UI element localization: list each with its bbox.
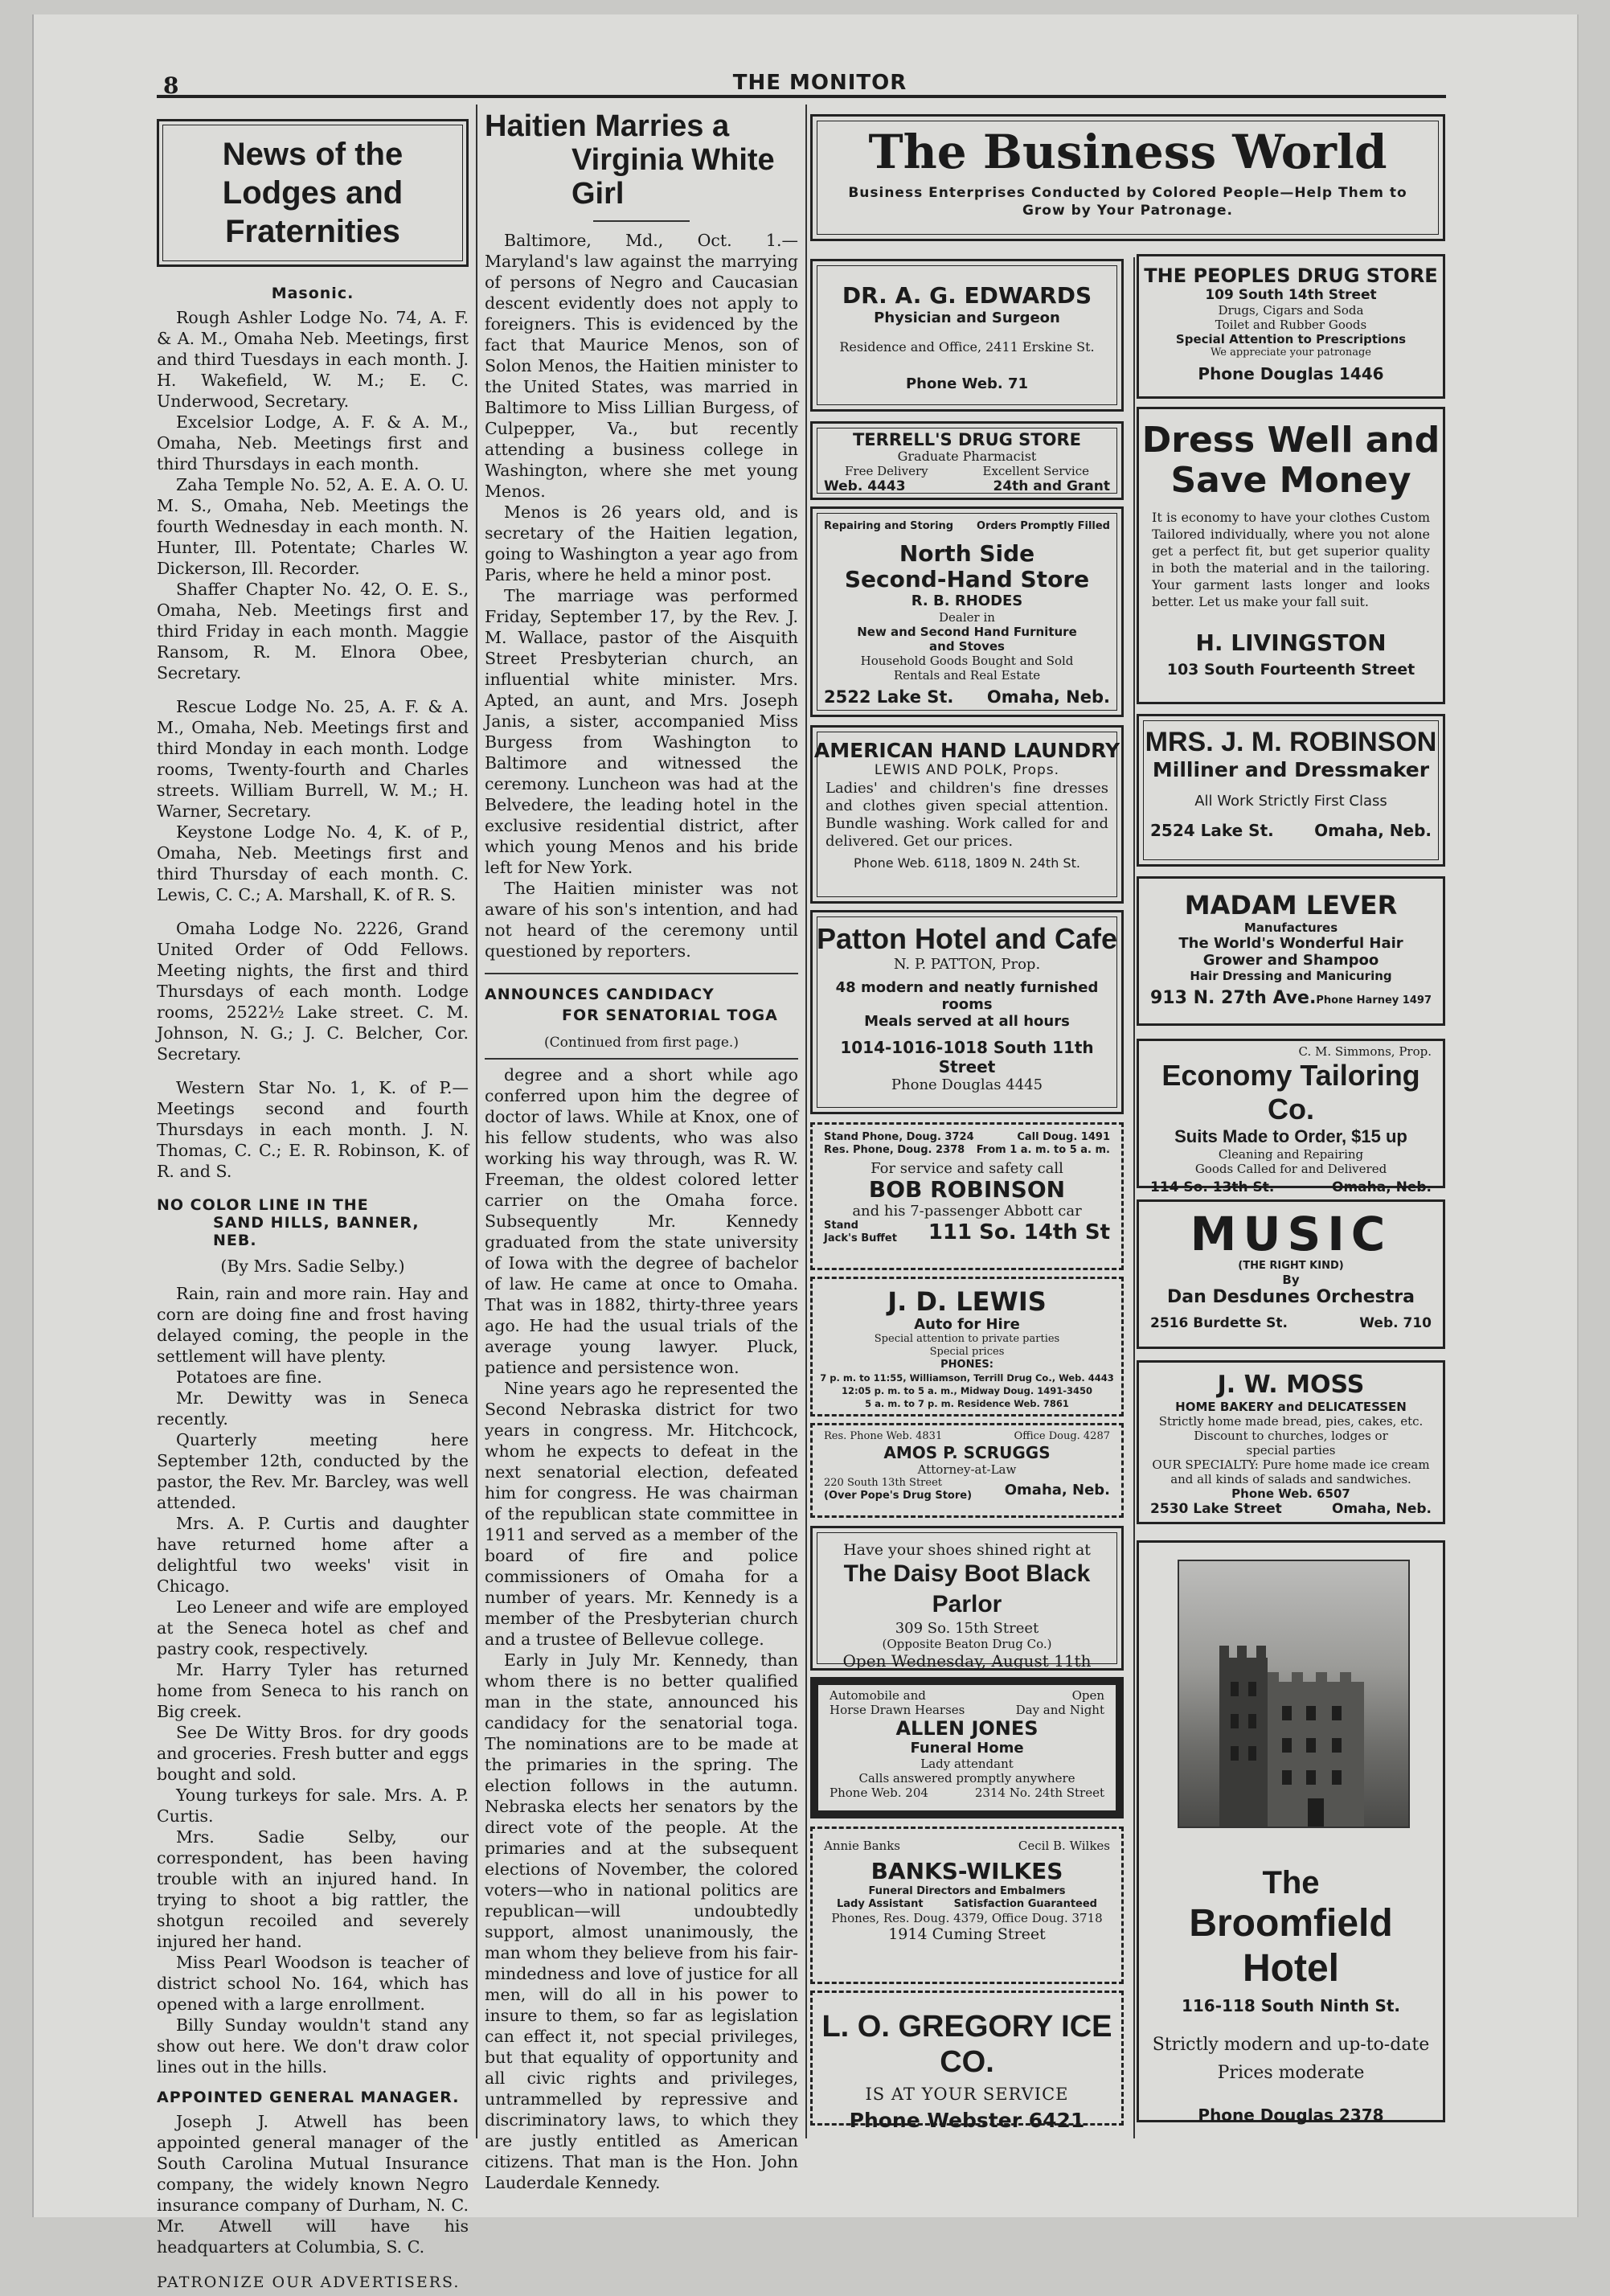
broomfield-hotel-photo — [1178, 1560, 1410, 1828]
paragraph: Miss Pearl Woodson is teacher of district school No. 164, which has opened with a large enrollment. — [157, 1953, 469, 2014]
masonic-text — [157, 307, 469, 683]
ad-livingston-body: It is economy to have your clothes Custom Tailored individually, where you not alone get a perfect fit, but get superior quality in both the material and in the tailoring. Your garment lasts longer and looks better. Let us make your fall suit. — [1152, 510, 1430, 609]
ad-banks-r2: Satisfaction Guaranteed — [953, 1898, 1097, 1910]
lodge-text — [157, 696, 469, 905]
business-world-title: The Business World — [868, 125, 1387, 179]
ad-daisy-line: Have your shoes shined right at — [843, 1541, 1091, 1559]
paragraph: Rain, rain and more rain. Hay and corn are doing fine and frost having delayed coming, the people in the settlement will have plenty. — [157, 1284, 469, 1366]
ad-broomfield-name: Broomfield Hotel — [1189, 1902, 1393, 1990]
ad-patton-line3: Meals served at all hours — [864, 1013, 1070, 1030]
ad-terrell-phone: Web. 4443 — [824, 478, 906, 494]
manager-text — [157, 2111, 469, 2257]
ad-peoples-l2: Toilet and Rubber Goods — [1215, 318, 1367, 332]
ad-lever-l1: Manufactures — [1243, 920, 1338, 935]
paragraph: See De Witty Bros. for dry goods and groceries. Fresh butter and eggs bought and sold. — [157, 1723, 469, 1784]
ad-ns-name-2: Second-Hand Store — [844, 566, 1090, 592]
ad-scruggs-r1: Office Doug. 4287 — [1014, 1430, 1110, 1442]
paragraph: Early in July Mr. Kennedy, than whom there is no better qualified man in the state, announced his candidacy for the senatorial toga. The nominations are to be made at the primaries in the spring. The election follows in the autumn. Nebraska elects her senators by the direct vote of the people. At the primaries and at the subsequent elections of November, the colored voters—who in national politics are republican—will undoubtedly support, almost unanimously, the man whom they believe from his fair-mindedness and love of justice for all men, will do all in his power to insure to them, so far as legislation can effect it, not special privileges, but that equality of opportunity and all civic rights and privileges, untrammelled by repressive and discriminatory laws, to which they are justly entitled as American citizens. That man is the Hon. John Lauderdale Kennedy. — [485, 1650, 798, 2192]
paragraph: Excelsior Lodge, A. F. & A. M., Omaha, Neb. Meetings first and third Thursdays in each month. — [157, 412, 469, 474]
ad-mrsr-sub: Milliner and Dressmaker — [1152, 758, 1430, 781]
ad-patton-addr: 1014-1016-1018 South 11th Street — [840, 1038, 1094, 1076]
paragraph: The Haitien minister was not aware of his son's intention, and had not heard of the ceremony until questioned by reporters. — [485, 879, 798, 961]
ad-madam-lever — [1137, 876, 1445, 1026]
paragraph: Baltimore, Md., Oct. 1.—Maryland's law against the marrying of persons of Negro and Caucasian descent evidently does not apply to foreigners. This is evidenced by the fact that Maurice Menos, son of Solon Menos, the Haitien minister to the United States, was married in Baltimore to Miss Lillian Burgess, of Culpepper, Va., but recently attending a business college in Washington, where she met young Menos. — [485, 231, 798, 501]
ad-bob-addr: 111 So. 14th St — [928, 1220, 1110, 1244]
western-star-text — [157, 1077, 469, 1182]
ad-broomfield-addr: 116-118 South Ninth St. — [1181, 1996, 1401, 2015]
ad-bob-robinson — [810, 1122, 1124, 1270]
paragraph: Mr. Harry Tyler has returned home from Seneca to his ranch on Big creek. — [157, 1660, 469, 1721]
ad-broomfield-l1: Strictly modern and up-to-date — [1152, 2035, 1430, 2055]
ad-jones-l2: Horse Drawn Hearses — [830, 1703, 965, 1717]
ad-bob-r1: Call Doug. 1491 — [1017, 1131, 1110, 1143]
ad-mrsr-line: All Work Strictly First Class — [1194, 793, 1387, 810]
continued-note: (Continued from first page.) — [544, 1035, 739, 1051]
ad-bob-l2: Res. Phone, Doug. 2378 — [824, 1144, 965, 1156]
paper-title: THE MONITOR — [732, 71, 907, 95]
ad-lewis-l6: 5 a. m. to 7 p. m. Residence Web. 7861 — [865, 1398, 1069, 1409]
ad-patton-line1: 48 modern and neatly furnished — [835, 979, 1099, 996]
ad-ns-line3: Household Goods Bought and Sold — [860, 654, 1074, 668]
sand-hills-text — [157, 1283, 469, 2077]
ad-jones-name: ALLEN JONES — [895, 1717, 1039, 1740]
ad-scruggs-city: Omaha, Neb. — [1004, 1481, 1110, 1499]
ad-lewis-l4: 7 p. m. to 11:55, Williamson, Terrill Drug Co., Web. 4443 — [820, 1372, 1114, 1384]
page-number: 8 — [163, 72, 179, 99]
paragraph: Mrs. Sadie Selby, our correspondent, has been having trouble with an injured hand. In trying to shoot a big rattler, the shotgun recoiled and severely injured her hand. — [157, 1827, 469, 1951]
ad-moss — [1137, 1360, 1445, 1524]
haitien-text — [485, 230, 798, 961]
ad-music-phone: Web. 710 — [1359, 1315, 1432, 1331]
ad-north-side — [810, 506, 1124, 717]
manager-heading: APPOINTED GENERAL MANAGER. — [157, 2089, 460, 2106]
ad-jones-l3: Lady attendant — [920, 1757, 1014, 1771]
ad-lewis-l5: 12:05 p. m. to 5 a. m., Midway Doug. 1491-3450 — [841, 1385, 1092, 1396]
paragraph: Billy Sunday wouldn't stand any show out here. We don't draw color lines out in the hills. — [157, 2015, 469, 2077]
ad-terrell-sub: Graduate Pharmacist — [897, 449, 1037, 464]
haitien-column — [485, 109, 798, 2193]
ad-music-name: MUSIC — [1190, 1207, 1392, 1261]
ad-terrell-name: TERRELL'S DRUG STORE — [852, 430, 1081, 449]
ad-peoples-l1: Drugs, Cigars and Soda — [1218, 303, 1364, 318]
ad-broomfield-the: The — [1262, 1865, 1320, 1900]
ad-moss-name: J. W. MOSS — [1217, 1371, 1365, 1399]
ad-lever-addr: 913 N. 27th Ave. — [1150, 988, 1317, 1008]
ad-mrsr-addr: 2524 Lake St. — [1150, 821, 1274, 840]
paragraph: Quarterly meeting here September 12th, conducted by the pastor, the Rev. Mr. Barcley, was well attended. — [157, 1430, 469, 1512]
ad-peoples-addr: 109 South 14th Street — [1205, 287, 1377, 303]
ad-economy-tailoring — [1137, 1039, 1445, 1195]
candidacy-headline-2: FOR SENATORIAL TOGA — [562, 1007, 778, 1024]
ad-livingston-addr: 103 South Fourteenth Street — [1166, 661, 1415, 679]
ad-bob-stand-2: Jack's Buffet — [824, 1232, 897, 1244]
ad-daisy-open: Open Wednesday, August 11th — [842, 1651, 1092, 1671]
ad-gregory-name: L. O. GREGORY ICE CO. — [821, 2010, 1112, 2079]
ad-jones-l4: Calls answered promptly anywhere — [858, 1771, 1075, 1786]
candidacy-text — [485, 1064, 798, 2193]
ad-lever-phone: Phone Harney 1497 — [1316, 994, 1432, 1007]
ad-terrell — [810, 421, 1124, 500]
castle-building-icon — [1211, 1609, 1372, 1827]
ad-music-sub: (THE RIGHT KIND) — [1238, 1260, 1344, 1272]
ad-banks-name: BANKS-WILKES — [871, 1858, 1063, 1884]
ad-bob-line: For service and safety call — [871, 1160, 1063, 1177]
ad-scruggs-name: AMOS P. SCRUGGS — [883, 1443, 1051, 1462]
ad-music-addr: 2516 Burdette St. — [1150, 1315, 1288, 1331]
ad-moss-city: Omaha, Neb. — [1332, 1501, 1432, 1517]
ad-ns-line1: New and Second Hand Furniture — [857, 625, 1077, 639]
lodges-title-box — [157, 119, 469, 267]
paragraph: Nine years ago he represented the Second Nebraska district for two years in congress. Mr. Hitchcock, whom he expects to defeat in the next senatorial election, defeated him for congress. He was chairman of the republican state committee in 1911 and served as a member of the board of fire and police commissioners of Omaha for a number of years. Mr. Kennedy is a member of the Presbyterian church and a trustee of Bellevue college. — [485, 1379, 798, 1649]
ad-laundry-phone: Phone Web. 6118, 1809 N. 24th St. — [854, 855, 1080, 871]
ad-economy-l3: Goods Called for and Delivered — [1194, 1162, 1387, 1176]
ad-banks-wilkes — [810, 1827, 1124, 1984]
ad-laundry-name: AMERICAN HAND LAUNDRY — [813, 739, 1120, 762]
business-subtitle-2: Grow by Your Patronage. — [1022, 203, 1234, 219]
paragraph: Rough Ashler Lodge No. 74, A. F. & A. M., Omaha Neb. Meetings, first and third Tuesdays in each month. J. H. Wakefield, W. M.; E. C. Underwood, Secretary. — [157, 308, 469, 411]
ad-lever-name: MADAM LEVER — [1184, 890, 1398, 920]
ad-edwards-title: Physician and Surgeon — [874, 310, 1060, 326]
ad-mrsr-city: Omaha, Neb. — [1314, 821, 1432, 840]
ad-bob-r2: From 1 a. m. to 5 a. m. — [976, 1144, 1110, 1156]
ad-economy-top: C. M. Simmons, Prop. — [1298, 1044, 1432, 1059]
paragraph: Potatoes are fine. — [176, 1367, 322, 1387]
ad-jd-lewis — [810, 1277, 1124, 1417]
ad-mrsr-name: MRS. J. M. ROBINSON — [1145, 727, 1437, 757]
ad-banks-r: Cecil B. Wilkes — [1018, 1839, 1110, 1853]
ad-lewis-l3: PHONES: — [940, 1359, 993, 1371]
ad-jones-l1: Automobile and — [830, 1688, 926, 1703]
ad-economy-addr: 114 So. 13th St. — [1150, 1179, 1275, 1195]
ad-patton-prop: N. P. PATTON, Prop. — [893, 956, 1041, 973]
ad-ns-top-right: Orders Promptly Filled — [976, 520, 1110, 532]
ad-jones-r1: Open — [1071, 1688, 1104, 1703]
ad-moss-sub: HOME BAKERY and DELICATESSEN — [1175, 1400, 1407, 1414]
ad-lewis-l1: Special attention to private parties — [874, 1333, 1060, 1345]
ad-scruggs-l1: Res. Phone Web. 4831 — [824, 1430, 943, 1442]
ad-banks-sub: Funeral Directors and Embalmers — [868, 1885, 1066, 1897]
ad-terrell-left: Free Delivery — [845, 464, 928, 478]
ad-broomfield-phone: Phone Douglas 2378 — [1198, 2105, 1384, 2125]
ad-moss-l4: OUR SPECIALTY: Pure home made ice cream — [1152, 1458, 1430, 1472]
business-world-banner — [810, 114, 1445, 241]
ad-laundry-body: Ladies' and children's fine dresses and clothes given special attention. Bundle washing. Work called for and delivered. Get our prices. — [825, 780, 1108, 850]
ad-peoples-name: THE PEOPLES DRUG STORE — [1144, 264, 1438, 287]
ad-economy-l2: Cleaning and Repairing — [1218, 1147, 1364, 1162]
ad-jones-phone: Phone Web. 204 — [830, 1786, 928, 1800]
paragraph: Western Star No. 1, K. of P.—Meetings second and fourth Thursdays in each month. J. N. Thomas, C. C.; E. R. Robinson, K. of R. and S. — [157, 1078, 469, 1181]
paragraph: Menos is 26 years old, and is secretary of the Haitien legation, going to Washington a year ago from Paris, where he held a minor post. — [485, 502, 798, 584]
divider — [485, 1058, 798, 1060]
ad-patton-phone: Phone Douglas 4445 — [891, 1076, 1043, 1093]
ad-economy-city: Omaha, Neb. — [1332, 1179, 1432, 1195]
ad-peoples-phone: Phone Douglas 1446 — [1198, 364, 1384, 383]
ad-edwards — [810, 259, 1124, 412]
ad-daisy-name: The Daisy Boot Black Parlor — [843, 1560, 1091, 1617]
ad-scruggs-addr2: (Over Pope's Drug Store) — [824, 1490, 973, 1502]
patronize-footer: PATRONIZE OUR ADVERTISERS. — [157, 2273, 461, 2291]
paragraph: Shaffer Chapter No. 42, O. E. S., Omaha, Neb. Meetings first and third Friday in each month. Maggie Ransom, R. M. Elnora Obee, Secretary. — [157, 580, 469, 683]
divider — [485, 973, 798, 974]
ad-laundry-props: LEWIS AND POLK, Props. — [874, 762, 1060, 778]
ad-ns-dealer: Dealer in — [939, 610, 995, 625]
ad-daisy-addr2: (Opposite Beaton Drug Co.) — [882, 1637, 1052, 1651]
ad-moss-l5: and all kinds of salads and sandwiches. — [1170, 1472, 1411, 1486]
ad-scruggs — [810, 1423, 1124, 1518]
ad-bob-name: BOB ROBINSON — [868, 1176, 1066, 1203]
ad-gregory-sub: IS AT YOUR SERVICE — [865, 2085, 1069, 2104]
ad-livingston-h1: Dress Well and — [1141, 420, 1440, 461]
paragraph: Omaha Lodge No. 2226, Grand United Order of Odd Fellows. Meeting nights, the first and third Thursdays of each month. Lodge rooms, 2522½ Lake street. C. M. Johnson, N. G.; J. C. Belcher, Cor. Secretary. — [157, 919, 469, 1064]
ad-livingston — [1137, 407, 1445, 704]
oddfellows-text — [157, 918, 469, 1064]
ad-economy-l1: Suits Made to Order, $15 up — [1174, 1126, 1407, 1146]
ad-broomfield-l2: Prices moderate — [1217, 2063, 1365, 2083]
haitien-headline: Haitien Marries a — [485, 109, 730, 143]
ad-bob-l1: Stand Phone, Doug. 3724 — [824, 1131, 974, 1143]
lodges-column — [157, 119, 469, 2296]
ad-livingston-h2: Save Money — [1170, 460, 1411, 501]
column-rule — [805, 105, 807, 2138]
ad-lever-l4: Hair Dressing and Manicuring — [1190, 969, 1392, 983]
ad-patton — [810, 910, 1124, 1114]
paragraph: Keystone Lodge No. 4, K. of P., Omaha, Neb. Meetings first and third Thursday of each month. C. Lewis, C. C.; A. Marshall, K. of R. S. — [157, 822, 469, 904]
color-line-heading-2: SAND HILLS, BANNER, NEB. — [213, 1214, 420, 1249]
ad-mrs-robinson — [1137, 714, 1445, 867]
ad-moss-l3: special parties — [1246, 1443, 1336, 1458]
ad-banks-l: Annie Banks — [824, 1839, 901, 1853]
color-line-heading: NO COLOR LINE IN THE — [157, 1196, 369, 1214]
column-rule — [1133, 257, 1135, 2138]
ad-jones-sub: Funeral Home — [910, 1740, 1024, 1757]
header-rule — [157, 95, 1446, 98]
ad-music — [1137, 1199, 1445, 1349]
ad-allen-jones — [810, 1677, 1124, 1818]
ad-moss-addr: 2530 Lake Street — [1150, 1501, 1282, 1517]
lodges-title: News of the Lodges and Fraternities — [162, 125, 463, 261]
ad-laundry — [810, 725, 1124, 904]
ad-lewis-l2: Special prices — [929, 1346, 1005, 1358]
ad-jones-r2: Day and Night — [1015, 1703, 1104, 1717]
byline: (By Mrs. Sadie Selby.) — [220, 1257, 405, 1276]
ad-ns-city: Omaha, Neb. — [986, 687, 1110, 707]
ad-edwards-address: Residence and Office, 2411 Erskine St. — [839, 339, 1095, 355]
ad-scruggs-sub: Attorney-at-Law — [917, 1462, 1017, 1477]
ad-lewis-name: J. D. LEWIS — [887, 1286, 1047, 1317]
ad-economy-name: Economy Tailoring Co. — [1161, 1059, 1420, 1125]
ad-ns-line4: Rentals and Real Estate — [893, 668, 1041, 683]
ad-daisy-addr: 309 So. 15th Street — [895, 1620, 1039, 1637]
ad-peoples-l4: We appreciate your patronage — [1210, 346, 1372, 359]
ad-peoples-l3: Special Attention to Prescriptions — [1175, 332, 1407, 346]
ad-lever-l3: Grower and Shampoo — [1202, 952, 1379, 969]
paragraph: Mrs. A. P. Curtis and daughter have returned home after a delightful two weeks' visit in Chicago. — [157, 1514, 469, 1596]
divider — [593, 220, 690, 222]
ad-music-by: By — [1282, 1273, 1300, 1287]
ad-edwards-name: DR. A. G. EDWARDS — [842, 282, 1092, 309]
ad-terrell-addr: 24th and Grant — [993, 478, 1110, 494]
ad-edwards-phone: Phone Web. 71 — [905, 375, 1029, 392]
ad-lever-l2: The World's Wonderful Hair — [1178, 935, 1403, 952]
paragraph: degree and a short while ago conferred upon him the degree of doctor of laws. While at Knox, one of his fellow students, who was also working his way through, was R. W. Freeman, the oldest colored letter carrier on the Omaha force. Subsequently Mr. Kennedy graduated from the state university of Iowa with the degree of bachelor of law. He came at once to Omaha. That was in 1882, thirty-three years ago. He had the usual trials of the average young lawyer. Pluck, patience and persistence won. — [485, 1065, 798, 1377]
ad-moss-l2: Discount to churches, lodges or — [1194, 1429, 1388, 1443]
ad-gregory-phone: Phone Webster 6421 — [849, 2109, 1085, 2132]
paragraph: Zaha Temple No. 52, A. E. A. O. U. M. S., Omaha, Neb. Meetings the fourth Wednesday in each month. N. Hunter, Ill. Potentate; Charles W. Dickerson, Ill. Recorder. — [157, 475, 469, 578]
masonic-heading: Masonic. — [271, 285, 354, 302]
ad-terrell-right: Excellent Service — [982, 464, 1089, 478]
ad-moss-l1: Strictly home made bread, pies, cakes, etc. — [1158, 1414, 1424, 1429]
ad-jones-addr: 2314 No. 24th Street — [974, 1786, 1104, 1800]
ad-patton-line2: rooms — [941, 996, 993, 1013]
paragraph: The marriage was performed Friday, September 17, by the Rev. J. M. Wallace, pastor of the Aisquith Street Presbyterian church, an influential white minister. Mrs. Apted, an aunt, and Mrs. Joseph Janis, a sister, accompanied Miss Burgess from Washington to Baltimore and witnessed the ceremony. Luncheon was had at the Belvedere, the leading hotel in the exclusive residential district, after which young Menos and his bride left for New York. — [485, 586, 798, 877]
ad-ns-name: North Side — [899, 540, 1035, 567]
ad-bob-car: and his 7-passenger Abbott car — [852, 1203, 1082, 1220]
ad-daisy — [810, 1526, 1124, 1671]
ad-music-band: Dan Desdunes Orchestra — [1167, 1287, 1415, 1307]
ad-gregory — [810, 1991, 1124, 2132]
ad-ns-line2: and Stoves — [929, 639, 1005, 654]
ad-ns-addr: 2522 Lake St. — [824, 687, 954, 707]
paragraph: Young turkeys for sale. Mrs. A. P. Curtis. — [157, 1786, 469, 1826]
ad-ns-owner: R. B. RHODES — [911, 592, 1023, 609]
candidacy-headline: ANNOUNCES CANDIDACY — [485, 986, 715, 1003]
ad-lewis-sub: Auto for Hire — [914, 1316, 1020, 1333]
ad-ns-top-left: Repairing and Storing — [824, 520, 954, 532]
column-rule — [476, 105, 477, 2138]
ad-livingston-name: H. LIVINGSTON — [1195, 629, 1387, 656]
ad-banks-l2: Lady Assistant — [837, 1898, 924, 1910]
ad-banks-addr: 1914 Cuming Street — [888, 1925, 1046, 1943]
ad-moss-phone: Phone Web. 6507 — [1231, 1486, 1350, 1501]
haitien-headline-2: Virginia White Girl — [571, 143, 775, 211]
ad-patton-name: Patton Hotel and Cafe — [816, 922, 1118, 955]
paragraph: Joseph J. Atwell has been appointed general manager of the South Carolina Mutual Insurance company, the widely known Negro insurance company of Durham, N. C. Mr. Atwell will have his headquarters at Columbia, S. C. — [157, 2112, 469, 2257]
paragraph: Mr. Dewitty was in Seneca recently. — [157, 1388, 469, 1429]
paragraph: Rescue Lodge No. 25, A. F. & A. M., Omaha, Neb. Meetings first and third Monday in each month. Lodge rooms, Twenty-fourth and Charles streets. William Burrell, W. M.; H. Warner, Secretary. — [157, 697, 469, 821]
ad-bob-stand: Stand — [824, 1220, 858, 1232]
business-subtitle: Business Enterprises Conducted by Colored People—Help Them to — [848, 185, 1407, 201]
ad-scruggs-addr: 220 South 13th Street — [824, 1477, 943, 1489]
paragraph: Leo Leneer and wife are employed at the Seneca hotel as chef and pastry cook, respectively. — [157, 1597, 469, 1658]
ad-peoples-drug — [1137, 254, 1445, 399]
ad-banks-phones: Phones, Res. Doug. 4379, Office Doug. 3718 — [831, 1911, 1103, 1925]
